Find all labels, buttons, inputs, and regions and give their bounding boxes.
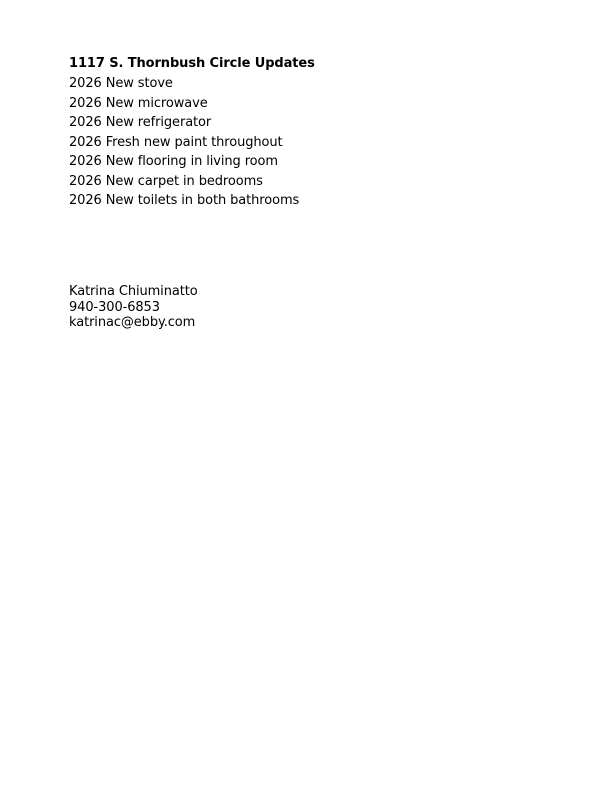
update-item: 2026 New microwave <box>69 95 208 111</box>
document-title: 1117 S. Thornbush Circle Updates <box>69 56 315 71</box>
update-item: 2026 New carpet in bedrooms <box>69 173 263 189</box>
update-item: 2026 Fresh new paint throughout <box>69 134 283 150</box>
update-item: 2026 New refrigerator <box>69 115 212 130</box>
updates-list <box>69 74 299 211</box>
update-item: 2026 New toilets in both bathrooms <box>69 193 300 208</box>
contact-email: katrinac@ebby.com <box>69 315 196 331</box>
update-item: 2026 New flooring in living room <box>69 154 278 169</box>
contact-phone: 940-300-6853 <box>69 299 160 315</box>
contact-name: Katrina Chiuminatto <box>69 284 198 299</box>
update-item: 2026 New stove <box>69 76 173 91</box>
contact-block <box>69 284 198 331</box>
